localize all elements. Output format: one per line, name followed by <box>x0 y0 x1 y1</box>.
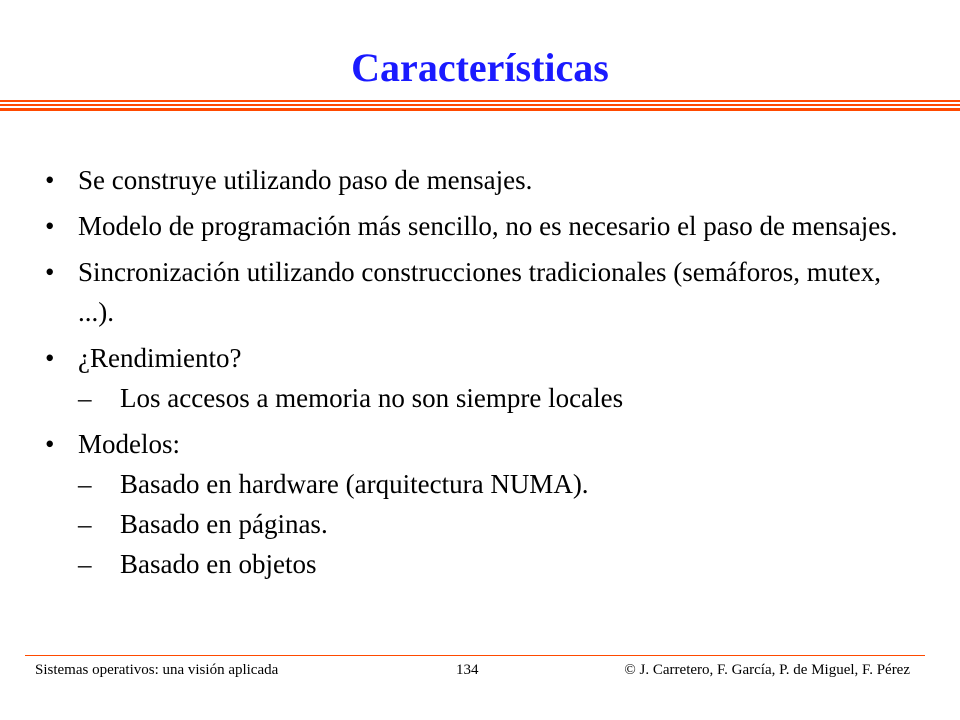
bullet-item <box>45 338 915 418</box>
dash-mark: – <box>78 469 92 499</box>
sub-bullet-item <box>78 378 915 418</box>
bullet-text: Modelo de programación más sencillo, no es necesario el paso de mensajes. <box>78 211 898 241</box>
sub-bullet-text: Basado en objetos <box>120 549 317 579</box>
bullet-item <box>45 252 915 332</box>
sub-bullet-text: Basado en páginas. <box>120 509 328 539</box>
footer-book-title: Sistemas operativos: una visión aplicada <box>35 662 279 678</box>
bullet-mark: • <box>45 165 55 195</box>
bullet-mark: • <box>45 343 55 373</box>
footer-divider <box>25 655 925 656</box>
bullet-text: ¿Rendimiento? <box>78 343 242 373</box>
bullet-item <box>45 424 915 584</box>
sub-bullet-text: Basado en hardware (arquitectura NUMA). <box>120 469 589 499</box>
bullet-mark: • <box>45 429 55 459</box>
bullet-text: Se construye utilizando paso de mensajes. <box>78 165 533 195</box>
dash-mark: – <box>78 383 92 413</box>
dash-mark: – <box>78 549 92 579</box>
sub-bullet-item <box>78 464 915 504</box>
bullet-item <box>45 160 915 200</box>
bullet-list <box>45 160 915 590</box>
slide-title: Características <box>351 45 609 90</box>
sub-bullet-text: Los accesos a memoria no son siempre locales <box>120 383 624 413</box>
title-underline <box>0 100 960 112</box>
bullet-item <box>45 206 915 246</box>
footer-copyright: © J. Carretero, F. García, P. de Miguel, F. Pérez <box>624 662 910 678</box>
bullet-mark: • <box>45 211 55 241</box>
footer-page-number: 134 <box>456 662 479 678</box>
sub-bullet-item <box>78 504 915 544</box>
dash-mark: – <box>78 509 92 539</box>
bullet-text: Sincronización utilizando construcciones tradicionales (semáforos, mutex, ...). <box>78 257 881 327</box>
sub-bullet-item <box>78 544 915 584</box>
bullet-text: Modelos: <box>78 429 181 459</box>
bullet-mark: • <box>45 257 55 287</box>
